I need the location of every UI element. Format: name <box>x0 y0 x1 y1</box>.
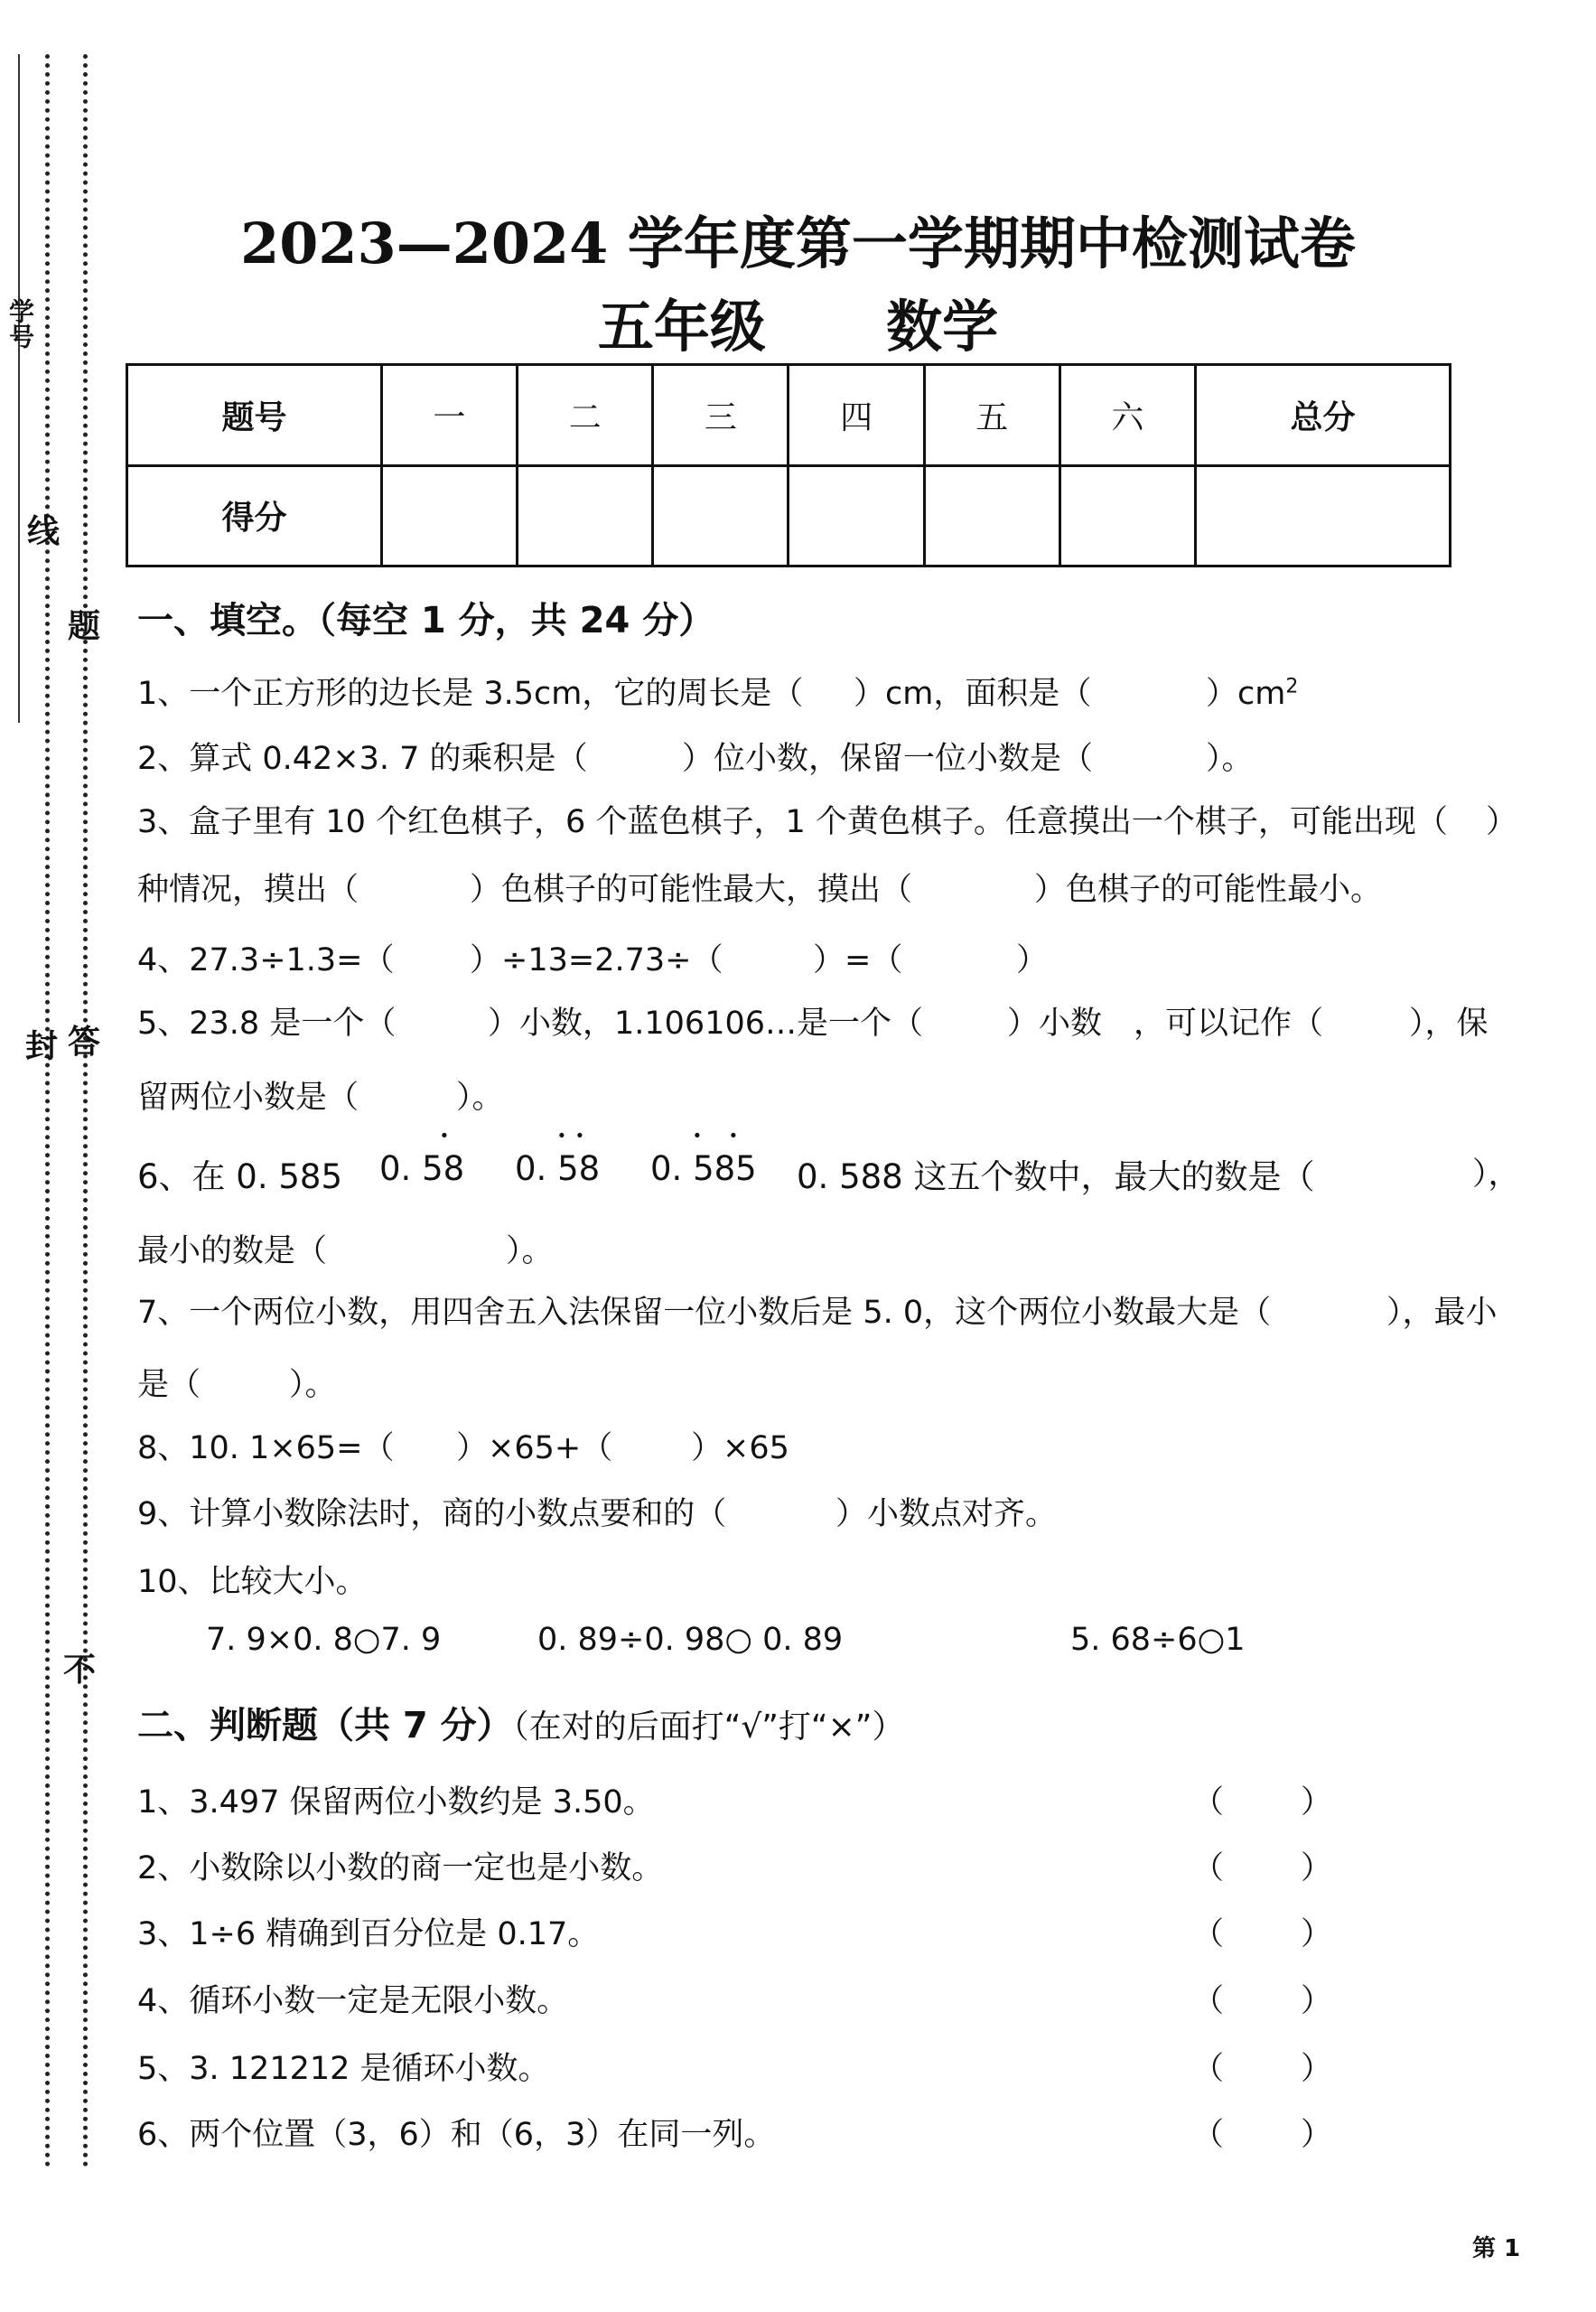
score-cell[interactable] <box>924 465 1059 566</box>
q2-part-b: ）位小数，保留一位小数是（ <box>682 741 1094 777</box>
q6-number-4: 0. 585 <box>650 1149 757 1188</box>
q6-number-5: 0. 588 这五个数中，最大的数是（ <box>797 1157 1315 1196</box>
q4-part-a: 4、27.3÷1.3=（ <box>137 942 395 978</box>
header-cell: 六 <box>1059 365 1195 466</box>
q9-part-b: ）小数点对齐。 <box>835 1496 1058 1532</box>
score-cell[interactable] <box>1196 465 1451 566</box>
answer-paren-close[interactable]: ） <box>1301 1784 1333 1821</box>
q3-line2c: ）色棋子的可能性最小。 <box>1034 872 1383 908</box>
page-number: 第 1 <box>1472 2235 1521 2262</box>
repeating-dot: · <box>575 1120 584 1150</box>
q8-part-a: 8、10. 1×65=（ <box>137 1430 395 1466</box>
q6-number-2: 0. 58 <box>379 1149 465 1188</box>
answer-paren-open[interactable]: （ <box>1192 1784 1225 1821</box>
q7-line2: 是（ <box>137 1367 201 1403</box>
q5-part-c: ）小数 <box>1007 1006 1103 1042</box>
q2-part-a: 2、算式 0.42×3. 7 的乘积是（ <box>137 741 588 777</box>
judge-item-2: 2、小数除以小数的商一定也是小数。 <box>137 1850 664 1886</box>
header-cell: 四 <box>789 365 924 466</box>
margin-label-da: 答 <box>68 1024 101 1061</box>
q8-part-c: ）×65 <box>691 1430 789 1466</box>
margin-dotted-line-outer <box>45 54 50 2168</box>
header-cell: 题号 <box>127 365 382 466</box>
answer-paren-close[interactable]: ） <box>1301 1850 1333 1886</box>
q3-line2a: 种情况，摸出（ <box>137 872 359 908</box>
q6-part-a: 6、在 0. 585 <box>137 1157 342 1196</box>
margin-label-xian: 线 <box>27 513 61 550</box>
section2-note: （在对的后面打“√”打“×”） <box>512 1708 905 1746</box>
margin-label-ti: 题 <box>68 608 101 645</box>
margin-label-feng: 封 <box>25 1028 59 1065</box>
margin-solid-line <box>18 54 20 723</box>
q5-line2: 留两位小数是（ <box>137 1080 359 1116</box>
q4-part-d: ） <box>1016 942 1049 978</box>
q5-part-b: ）小数，1.106106…是一个（ <box>488 1006 924 1042</box>
q5-part-d: ，可以记作（ <box>1134 1006 1324 1042</box>
q10-compare-2: 0. 89÷0. 98○ 0. 89 <box>537 1622 844 1658</box>
score-cell[interactable] <box>653 465 789 566</box>
q5-line2-end: ）。 <box>456 1080 504 1116</box>
answer-paren-close[interactable]: ） <box>1301 1916 1333 1952</box>
q3-line1: 3、盒子里有 10 个红色棋子，6 个蓝色棋子，1 个黄色棋子。任意摸出一个棋子，可能出现（ <box>137 804 1448 840</box>
margin-dotted-line-inner <box>83 54 88 2168</box>
q7-line2-end: ）。 <box>289 1367 337 1403</box>
q3-line1-end: ） <box>1486 804 1518 840</box>
section2-heading: 二、判断题（共 7 分） <box>137 1705 513 1746</box>
q7-part-a: 7、一个两位小数，用四舍五入法保留一位小数后是 5. 0，这个两位小数最大是（ <box>137 1295 1272 1331</box>
q6-line2: 最小的数是（ <box>137 1233 328 1269</box>
q6-line2-end: ）。 <box>506 1233 554 1269</box>
exam-title: 2023—2024 学年度第一学期期中检测试卷 <box>240 211 1356 276</box>
q4-part-c: ）=（ <box>813 942 903 978</box>
header-cell: 二 <box>518 365 653 466</box>
header-cell: 一 <box>381 365 517 466</box>
q1-part-a: 1、一个正方形的边长是 3.5cm，它的周长是（ <box>137 676 804 712</box>
section2-title <box>137 1697 904 1748</box>
answer-paren-open[interactable]: （ <box>1192 2051 1225 2087</box>
q4-part-b: ）÷13=2.73÷（ <box>470 942 723 978</box>
judge-item-3: 3、1÷6 精确到百分位是 0.17。 <box>137 1916 600 1952</box>
q5-part-a: 5、23.8 是一个（ <box>137 1006 397 1042</box>
q8-part-b: ）×65+（ <box>456 1430 613 1466</box>
q1-part-c <box>1206 669 1298 714</box>
repeating-dot: · <box>693 1120 702 1150</box>
answer-paren-open[interactable]: （ <box>1192 1916 1225 1952</box>
q7-part-b: ），最小 <box>1386 1295 1498 1331</box>
header-cell: 总分 <box>1196 365 1451 466</box>
answer-paren-open[interactable]: （ <box>1192 1983 1225 2019</box>
score-cell[interactable] <box>381 465 517 566</box>
repeating-dot: · <box>440 1120 449 1150</box>
q3-line2b: ）色棋子的可能性最大，摸出（ <box>470 872 913 908</box>
answer-paren-close[interactable]: ） <box>1301 2051 1333 2087</box>
q1-unit: ）cm <box>1206 676 1286 712</box>
header-cell: 五 <box>924 365 1059 466</box>
q2-part-c: ）。 <box>1206 741 1254 777</box>
q1-sup: 2 <box>1285 675 1299 698</box>
repeating-dot: · <box>729 1120 738 1150</box>
section1-title: 一、填空。（每空 1 分，共 24 分） <box>137 600 715 641</box>
q5-part-e: ），保 <box>1409 1006 1489 1042</box>
answer-paren-open[interactable]: （ <box>1192 1850 1225 1886</box>
score-table-score-row <box>127 465 1451 566</box>
grade-label: 五年级 <box>597 294 766 360</box>
q10-compare-1: 7. 9×0. 8○7. 9 <box>206 1622 442 1658</box>
answer-paren-close[interactable]: ） <box>1301 2117 1333 2153</box>
q6-end: ）， <box>1472 1156 1520 1193</box>
margin-label-xuehao: 学号 <box>5 298 35 349</box>
answer-paren-close[interactable]: ） <box>1301 1983 1333 2019</box>
q1-part-b: ）cm，面积是（ <box>854 676 1092 712</box>
judge-item-6: 6、两个位置（3，6）和（6，3）在同一列。 <box>137 2117 776 2153</box>
exam-subtitle <box>0 282 1596 362</box>
score-table-header-row <box>127 365 1451 466</box>
score-row-label: 得分 <box>127 465 382 566</box>
q6-number-3: 0. 58 <box>515 1149 601 1188</box>
q9-part-a: 9、计算小数除法时，商的小数点要和的（ <box>137 1496 727 1532</box>
score-cell[interactable] <box>518 465 653 566</box>
q10-title: 10、比较大小。 <box>137 1564 368 1600</box>
subject-label: 数学 <box>886 294 999 360</box>
judge-item-1: 1、3.497 保留两位小数约是 3.50。 <box>137 1784 655 1821</box>
judge-item-5: 5、3. 121212 是循环小数。 <box>137 2051 550 2087</box>
repeating-dot: · <box>557 1120 566 1150</box>
score-cell[interactable] <box>1059 465 1195 566</box>
judge-item-4: 4、循环小数一定是无限小数。 <box>137 1983 569 2019</box>
answer-paren-open[interactable]: （ <box>1192 2117 1225 2153</box>
q10-compare-3: 5. 68÷6○1 <box>1070 1622 1246 1658</box>
score-table <box>126 363 1451 567</box>
score-cell[interactable] <box>789 465 924 566</box>
margin-label-bu: 不 <box>63 1652 97 1689</box>
header-cell: 三 <box>653 365 789 466</box>
